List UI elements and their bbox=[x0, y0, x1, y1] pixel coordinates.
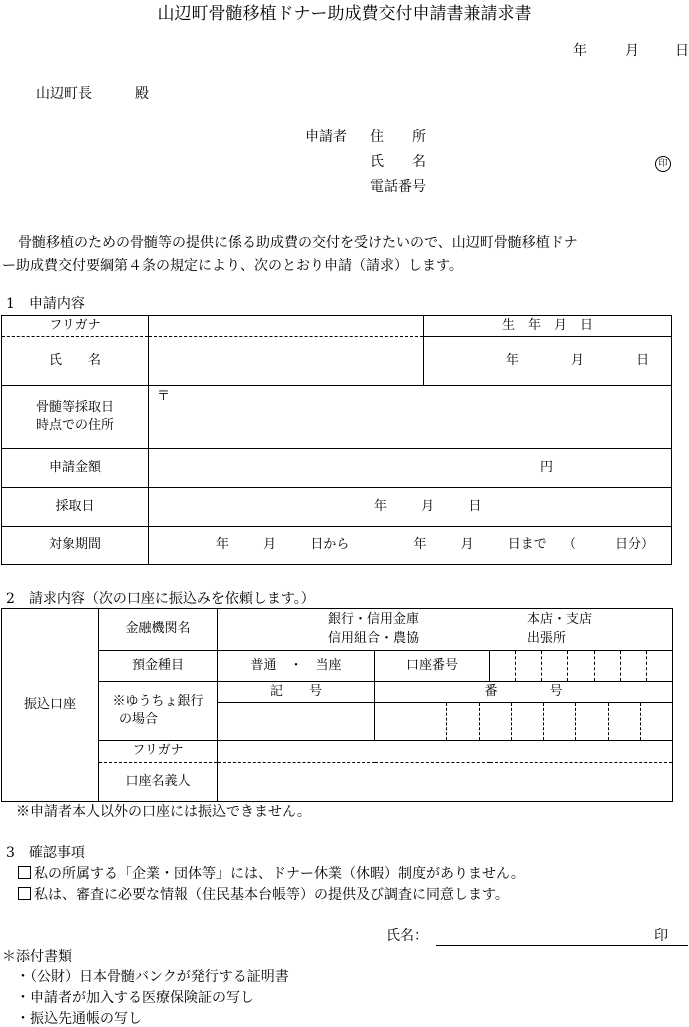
addressee-honorific: 殿 bbox=[135, 86, 149, 102]
yucho-label-1: ※ゆうちょ銀行 bbox=[112, 693, 204, 709]
branch-types-2: 出張所 bbox=[527, 630, 567, 646]
deposit-types[interactable]: 普通 ・ 当座 bbox=[218, 651, 375, 682]
number-cell[interactable] bbox=[375, 682, 673, 741]
yucho-number-boxes bbox=[375, 703, 672, 740]
section3-heading: 3 確認事項 bbox=[6, 845, 85, 861]
amount-label: 申請金額 bbox=[2, 449, 149, 488]
application-table bbox=[1, 315, 672, 565]
amount-unit: 円 bbox=[539, 459, 553, 475]
applicant-seal bbox=[655, 155, 671, 172]
applicant-label: 申請者 bbox=[305, 129, 347, 145]
furigana-field[interactable] bbox=[149, 316, 424, 337]
account-note: ※申請者本人以外の口座には振込できません。 bbox=[16, 804, 311, 820]
address-label-line-2: 時点での住所 bbox=[35, 418, 114, 433]
seal-mark: 印 bbox=[655, 156, 671, 172]
signature-seal: 印 bbox=[654, 928, 668, 944]
birth-month: 月 bbox=[570, 352, 584, 368]
holder-furigana-field[interactable] bbox=[218, 741, 673, 763]
symbol-label: 記 号 bbox=[218, 682, 374, 703]
confirm-item-1-text: 私の所属する「企業・団体等」には、ドナー休業（休暇）制度がありません。 bbox=[34, 866, 525, 882]
holder-furigana-label: フリガナ bbox=[99, 741, 218, 763]
confirm-item-2[interactable] bbox=[18, 887, 509, 902]
harvest-month: 月 bbox=[421, 498, 435, 514]
amount-field[interactable] bbox=[149, 449, 672, 488]
institution-label: 金融機関名 bbox=[99, 609, 218, 651]
name-field[interactable] bbox=[149, 337, 424, 386]
postal-mark: 〒 bbox=[157, 389, 171, 404]
address-label bbox=[2, 386, 149, 449]
period-from-month: 月 bbox=[263, 537, 277, 553]
branch-types bbox=[527, 611, 592, 649]
bank-types bbox=[328, 611, 419, 649]
signature-line[interactable] bbox=[436, 945, 688, 946]
applicant-name-label: 氏 名 bbox=[370, 154, 426, 170]
attachment-item: ・振込先通帳の写し bbox=[16, 1011, 142, 1027]
furigana-label: フリガナ bbox=[2, 316, 149, 337]
address-field[interactable] bbox=[149, 386, 672, 449]
birth-day: 日 bbox=[636, 352, 650, 368]
period-to-year: 年 bbox=[413, 537, 427, 553]
attachments-heading: ＊添付書類 bbox=[2, 949, 72, 965]
number-label: 番 号 bbox=[375, 682, 672, 703]
period-label: 対象期間 bbox=[2, 527, 149, 565]
deposit-label: 預金種目 bbox=[99, 651, 218, 682]
attachment-item: ・申請者が加入する医療保険証の写し bbox=[16, 990, 254, 1006]
birth-year: 年 bbox=[505, 352, 519, 368]
address-label-line-1: 骨髄等採取日 bbox=[35, 399, 114, 415]
section2-heading: 2 請求内容（次の口座に振込みを依頼します。） bbox=[6, 591, 315, 607]
date-day: 日 bbox=[675, 43, 689, 59]
addressee-name: 山辺町長 bbox=[36, 86, 92, 102]
applicant-address-label: 住 所 bbox=[370, 129, 426, 145]
bank-account-table bbox=[1, 608, 673, 802]
confirm-item-2-text: 私は、審査に必要な情報（住民基本台帳等）の提供及び調査に同意します。 bbox=[34, 887, 509, 903]
name-label: 氏 名 bbox=[2, 337, 149, 386]
harvest-date-field[interactable] bbox=[149, 488, 672, 527]
account-number-field[interactable] bbox=[490, 651, 673, 682]
checkbox-1[interactable] bbox=[18, 866, 31, 879]
date-month: 月 bbox=[625, 43, 639, 59]
account-digit-boxes bbox=[490, 651, 672, 681]
intro-line-2: ー助成費交付要綱第４条の規定により、次のとおり申請（請求）します。 bbox=[2, 258, 463, 274]
section1-heading: 1 申請内容 bbox=[6, 296, 85, 312]
checkbox-2[interactable] bbox=[18, 887, 31, 900]
intro-line-1: 骨髄移植のための骨髄等の提供に係る助成費の交付を受けたいので、山辺町骨髄移植ドナ bbox=[18, 235, 578, 251]
institution-field[interactable] bbox=[218, 609, 673, 651]
branch-types-1: 本店・支店 bbox=[527, 611, 593, 627]
signature-label: 氏名： bbox=[386, 928, 428, 944]
period-to-month: 月 bbox=[460, 537, 474, 553]
applicant-phone-label: 電話番号 bbox=[370, 179, 426, 195]
yucho-label bbox=[99, 682, 218, 741]
holder-name-field[interactable] bbox=[218, 763, 673, 802]
account-no-label: 口座番号 bbox=[375, 651, 490, 682]
yucho-label-2: の場合 bbox=[119, 712, 159, 727]
confirm-item-1[interactable] bbox=[18, 866, 525, 881]
symbol-cell[interactable] bbox=[218, 682, 375, 741]
birth-header: 生 年 月 日 bbox=[424, 316, 672, 337]
period-days: （ 日分） bbox=[562, 537, 654, 553]
period-from-year: 年 bbox=[216, 537, 230, 553]
transfer-label: 振込口座 bbox=[2, 609, 99, 802]
period-from-day: 日から bbox=[310, 537, 350, 553]
holder-label: 口座名義人 bbox=[99, 763, 218, 802]
attachment-item: ・（公財）日本骨髄バンクが発行する証明書 bbox=[16, 969, 289, 985]
bank-types-1: 銀行・信用金庫 bbox=[328, 611, 420, 627]
document-title: 山辺町骨髄移植ドナー助成費交付申請書兼請求書 bbox=[157, 4, 532, 24]
period-to-day: 日まで bbox=[507, 537, 547, 553]
date-year: 年 bbox=[573, 43, 587, 59]
birth-date-field[interactable] bbox=[424, 337, 672, 386]
harvest-day: 日 bbox=[468, 498, 482, 514]
bank-types-2: 信用組合・農協 bbox=[328, 630, 420, 646]
harvest-label: 採取日 bbox=[2, 488, 149, 527]
period-field[interactable] bbox=[149, 527, 672, 565]
harvest-year: 年 bbox=[374, 498, 388, 514]
